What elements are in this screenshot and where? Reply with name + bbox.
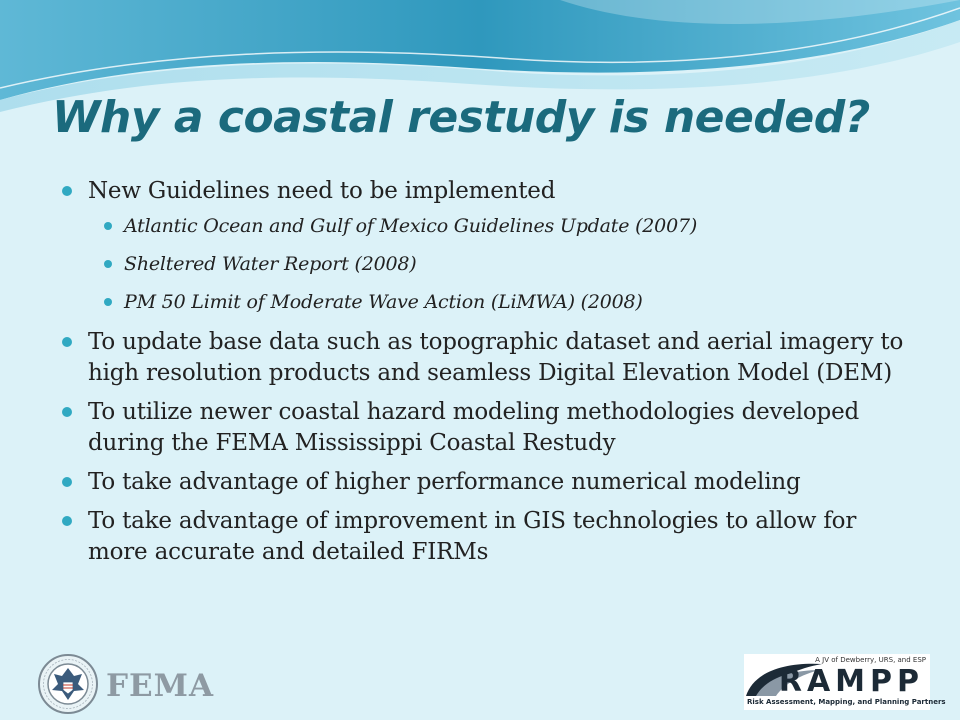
bullet-text: To take advantage of higher performance numerical modeling [88, 469, 801, 495]
bullet-item [60, 506, 920, 568]
bullet-text: New Guidelines need to be implemented [88, 178, 556, 204]
sub-bullet-text: PM 50 Limit of Moderate Wave Action (LiMWA) (2008) [124, 291, 643, 313]
slide-title: Why a coastal restudy is needed? [52, 92, 870, 143]
sub-bullet-dot-icon [104, 260, 112, 268]
bullet-list [60, 176, 920, 576]
rampp-logo [744, 654, 946, 710]
bullet-text: To update base data such as topographic dataset and aerial imagery to high resolution products and seamless Digital Elevation Model (DEM) [88, 329, 904, 386]
sub-bullet-item [88, 213, 920, 239]
sub-bullet-dot-icon [104, 222, 112, 230]
rampp-tagline: A JV of Dewberry, URS, and ESP [815, 656, 926, 664]
bullet-dot-icon [62, 477, 72, 487]
rampp-subtitle: Risk Assessment, Mapping, and Planning Partners [747, 698, 946, 706]
sub-bullet-text: Sheltered Water Report (2008) [124, 253, 417, 275]
bullet-item [60, 397, 920, 459]
dhs-seal-icon [38, 654, 98, 714]
bullet-text: To take advantage of improvement in GIS technologies to allow for more accurate and detailed FIRMs [88, 508, 857, 565]
bullet-item [60, 327, 920, 389]
bullet-dot-icon [62, 516, 72, 526]
bullet-dot-icon [62, 407, 72, 417]
sub-bullet-item [88, 289, 920, 315]
bullet-item [60, 176, 920, 315]
fema-wordmark: FEMA [106, 668, 215, 704]
sub-bullet-text: Atlantic Ocean and Gulf of Mexico Guidelines Update (2007) [124, 215, 698, 237]
sub-bullet-list [88, 213, 920, 315]
bullet-dot-icon [62, 337, 72, 347]
bullet-text: To utilize newer coastal hazard modeling methodologies developed during the FEMA Mississippi Coastal Restudy [88, 399, 860, 456]
bullet-item [60, 467, 920, 498]
sub-bullet-dot-icon [104, 298, 112, 306]
bullet-dot-icon [62, 186, 72, 196]
rampp-wordmark: RAMPP [778, 664, 924, 699]
sub-bullet-item [88, 251, 920, 277]
